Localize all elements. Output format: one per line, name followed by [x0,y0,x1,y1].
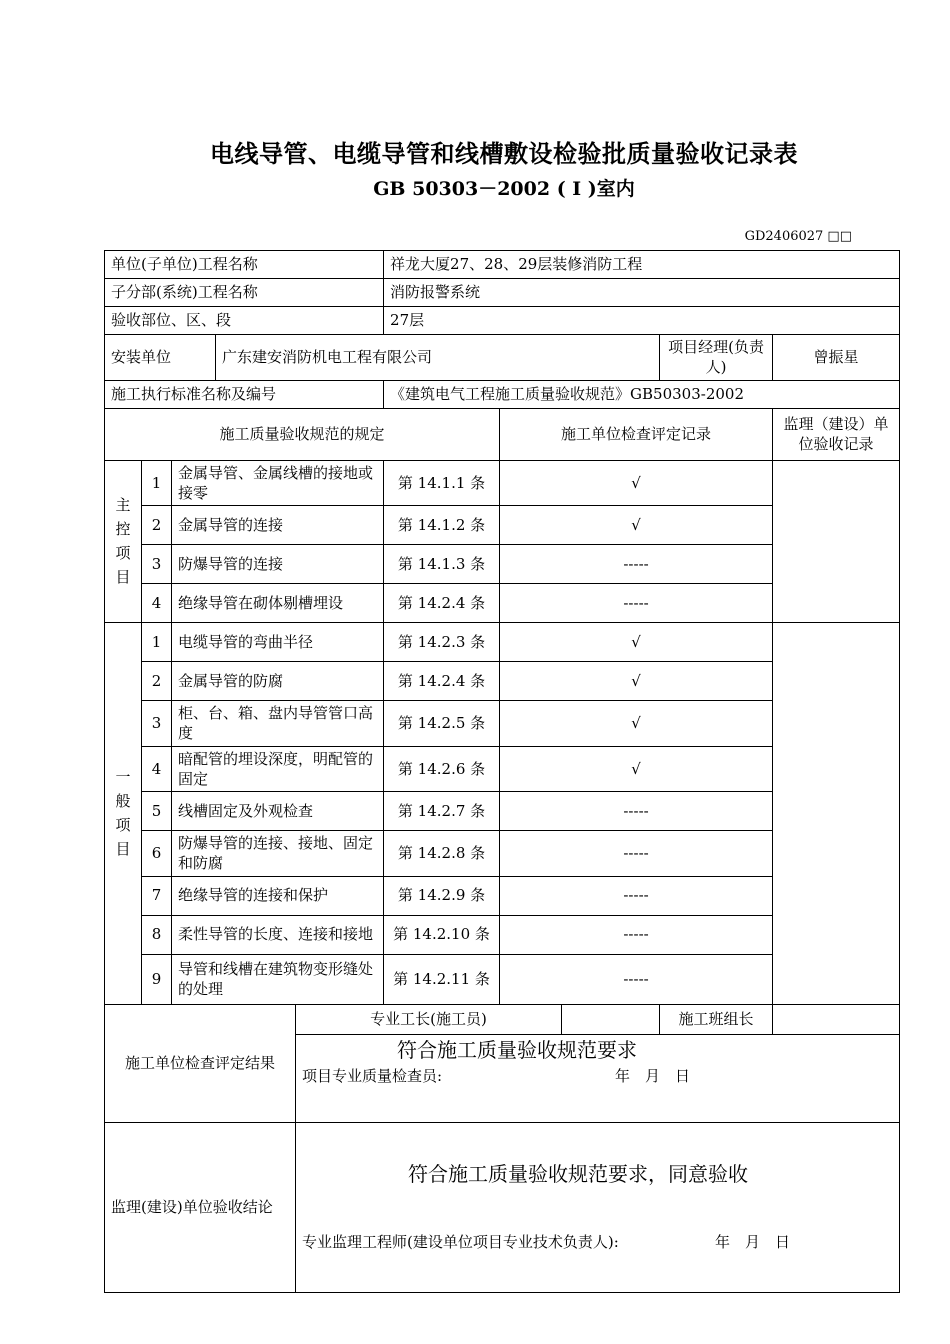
sub-value: 消防报警系统 [384,279,900,307]
row-clause: 第 14.2.8 条 [384,831,500,877]
row-clause: 第 14.1.2 条 [384,506,500,545]
row-no: 8 [142,915,172,954]
part-value: 27层 [384,307,900,335]
row-item: 柔性导管的长度、连接和接地 [172,915,384,954]
row-no: 1 [142,460,172,506]
info-row-part [105,307,900,335]
row-item: 金属导管、金属线槽的接地或接零 [172,460,384,506]
install-value: 广东建安消防机电工程有限公司 [216,335,660,381]
date-1: 年 月 日 [615,1066,691,1085]
row-result: √ [500,701,773,747]
row-item: 柜、台、箱、盘内导管管口高度 [172,701,384,747]
row-clause: 第 14.1.3 条 [384,545,500,584]
engineer-label: 专业监理工程师(建设单位项目专业技术负责人): [302,1232,619,1251]
check-header: 施工单位检查评定记录 [500,408,773,460]
row-result: ----- [500,954,773,1004]
inspection-table [104,250,900,1293]
row-no: 3 [142,701,172,747]
row-result: ----- [500,876,773,915]
team-label: 施工班组长 [660,1004,773,1034]
row-clause: 第 14.2.3 条 [384,623,500,662]
row-clause: 第 14.2.9 条 [384,876,500,915]
team-signature-cell [773,1004,900,1034]
info-row-sub [105,279,900,307]
row-result: ----- [500,792,773,831]
info-row-standard [105,380,900,408]
row-no: 6 [142,831,172,877]
column-header-row [105,408,900,460]
row-clause: 第 14.2.4 条 [384,662,500,701]
standard-value: 《建筑电气工程施工质量验收规范》GB50303-2002 [384,380,900,408]
main-supervise-cell [773,460,900,623]
row-result: √ [500,506,773,545]
row-no: 2 [142,662,172,701]
row-no: 2 [142,506,172,545]
table-row [105,460,900,506]
table-row [105,623,900,662]
row-clause: 第 14.2.5 条 [384,701,500,747]
conclusion-label: 监理(建设)单位验收结论 [105,1122,296,1292]
row-item: 金属导管的防腐 [172,662,384,701]
row-clause: 第 14.1.1 条 [384,460,500,506]
conclusion-text: 符合施工质量验收规范要求，同意验收 [408,1161,748,1186]
main-items-label: 主 控 项 目 [105,460,142,623]
manager-label: 项目经理(负责人) [660,335,773,381]
row-item: 金属导管的连接 [172,506,384,545]
manager-value: 曾振星 [773,335,900,381]
general-supervise-cell [773,623,900,1005]
row-item: 电缆导管的弯曲半径 [172,623,384,662]
row-item: 防爆导管的连接 [172,545,384,584]
row-clause: 第 14.2.4 条 [384,584,500,623]
row-clause: 第 14.2.10 条 [384,915,500,954]
worker-label: 专业工长(施工员) [296,1004,562,1034]
row-result: √ [500,460,773,506]
part-label: 验收部位、区、段 [105,307,384,335]
result-label: 施工单位检查评定结果 [105,1004,296,1122]
row-clause: 第 14.2.11 条 [384,954,500,1004]
row-no: 1 [142,623,172,662]
unit-value: 祥龙大厦27、28、29层装修消防工程 [384,251,900,279]
row-no: 7 [142,876,172,915]
date-2: 年 月 日 [715,1232,791,1251]
conclusion-cell [296,1122,900,1292]
row-result: √ [500,623,773,662]
row-no: 9 [142,954,172,1004]
row-item: 暗配管的埋设深度，明配管的固定 [172,746,384,792]
sub-label: 子分部(系统)工程名称 [105,279,384,307]
row-result: ----- [500,584,773,623]
result-text: 符合施工质量验收规范要求 [397,1037,637,1062]
row-no: 4 [142,584,172,623]
supervise-header: 监理（建设）单位验收记录 [773,408,900,460]
row-item: 绝缘导管在砌体剔槽埋设 [172,584,384,623]
row-result: ----- [500,545,773,584]
row-item: 防爆导管的连接、接地、固定和防腐 [172,831,384,877]
row-no: 3 [142,545,172,584]
row-no: 5 [142,792,172,831]
worker-signature-cell [562,1004,660,1034]
row-result: √ [500,662,773,701]
row-result: ----- [500,831,773,877]
conclusion-row [105,1122,900,1292]
row-item: 线槽固定及外观检查 [172,792,384,831]
info-row-install [105,335,900,381]
row-clause: 第 14.2.6 条 [384,746,500,792]
row-clause: 第 14.2.7 条 [384,792,500,831]
row-result: √ [500,746,773,792]
info-row-unit [105,251,900,279]
row-result: ----- [500,915,773,954]
row-item: 导管和线槽在建筑物变形缝处的处理 [172,954,384,1004]
unit-label: 单位(子单位)工程名称 [105,251,384,279]
form-title: 电线导管、电缆导管和线槽敷设检验批质量验收记录表 [210,139,798,168]
general-items-label: 一 般 项 目 [105,623,142,1005]
result-cell [296,1034,900,1122]
form-subtitle: GB 50303－2002 ( I )室内 [373,178,635,200]
row-item: 绝缘导管的连接和保护 [172,876,384,915]
spec-header: 施工质量验收规范的规定 [105,408,500,460]
signer-row [105,1004,900,1034]
install-label: 安装单位 [105,335,216,381]
inspector-label: 项目专业质量检查员: [302,1066,443,1085]
form-code: GD2406027 □□ [744,229,852,244]
row-no: 4 [142,746,172,792]
standard-label: 施工执行标准名称及编号 [105,380,384,408]
